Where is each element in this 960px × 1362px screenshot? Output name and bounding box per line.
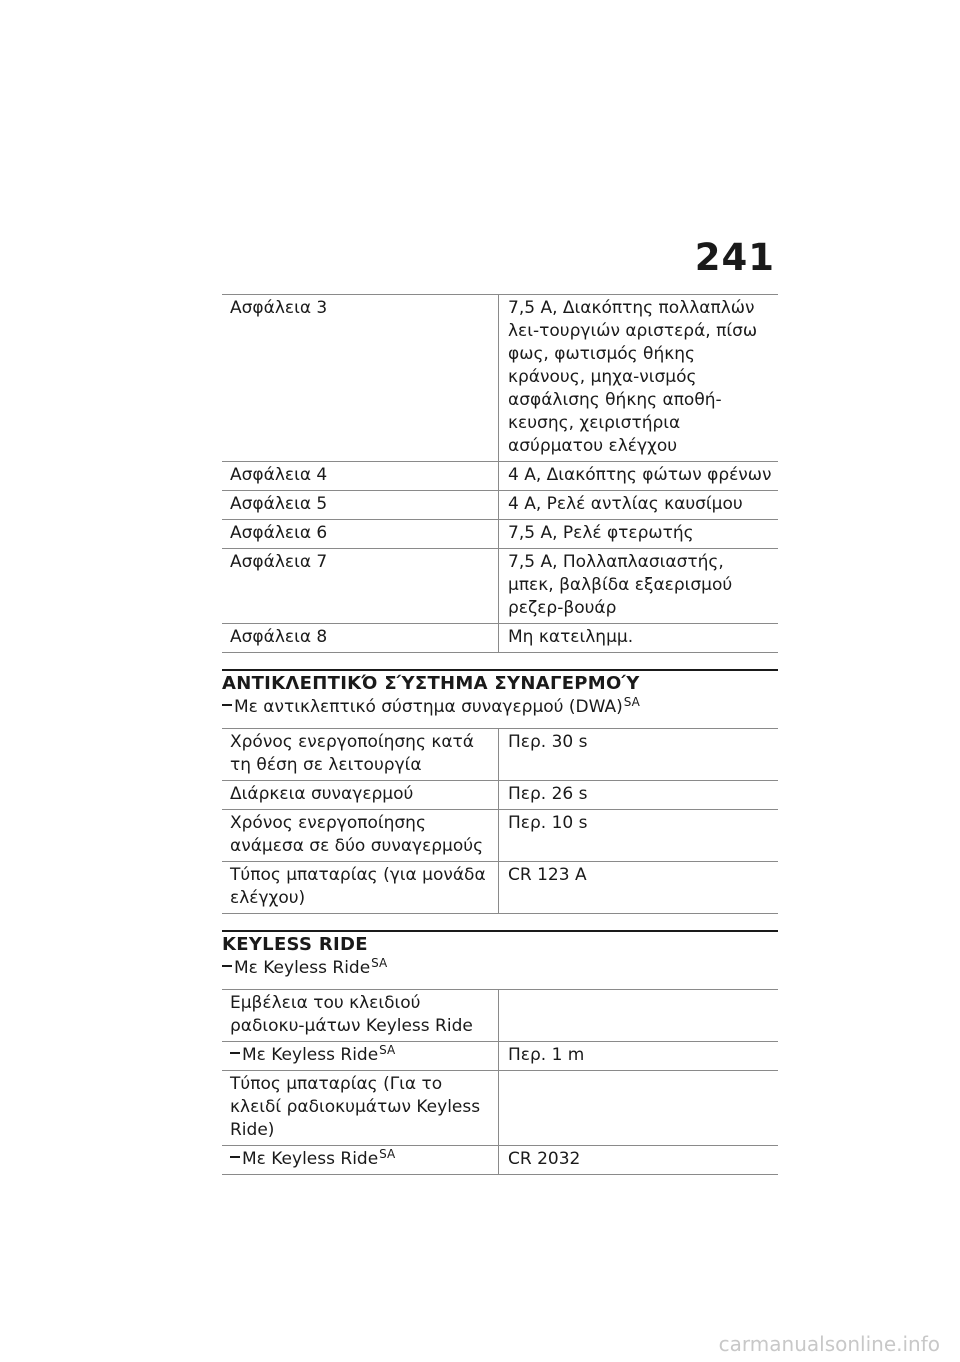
fuses-table [222,294,778,653]
table-row [222,990,778,1042]
spec-label: Εμβέλεια του κλειδιού ραδιοκυ-μάτων Keyless Ride [222,990,499,1042]
spec-value: CR 123 A [499,862,779,914]
fuse-value: 7,5 A, Διακόπτης πολλαπλών λει-τουργιών αριστερά, πίσω φως, φωτισμός θήκης κράνους, μηχα-νισμός ασφάλισης θήκης αποθή-κευσης, χειριστήρια ασύρματου ελέγχου [499,295,779,462]
table-row [222,1071,778,1146]
table-row [222,729,778,781]
fuse-value: 4 A, Ρελέ αντλίας καυσίμου [499,491,779,520]
sa-marker: SA [371,956,388,970]
fuse-label: Ασφάλεια 4 [222,462,499,491]
keyless-table [222,989,778,1175]
watermark-footer: carmanualsonline.info [718,1332,940,1356]
table-row [222,520,778,549]
fuse-value: 7,5 A, Πολλαπλασιαστής, μπεκ, βαλβίδα εξαερισμού ρεζερ-βουάρ [499,549,779,624]
spec-value [499,1071,779,1146]
keyless-section [222,930,778,1175]
spec-value: Περ. 26 s [499,781,779,810]
section-subtitle: Με αντικλεπτικό σύστημα συναγερμού (DWA)$^{SA}$ [222,696,778,719]
fuse-label: Ασφάλεια 5 [222,491,499,520]
spec-label: Με Keyless Ride$^{SA}$ [222,1042,499,1071]
fuse-value: 4 A, Διακόπτης φώτων φρένων [499,462,779,491]
dash-icon [222,965,232,967]
spec-label: Τύπος μπαταρίας (για μονάδα ελέγχου) [222,862,499,914]
sa-marker: SA [379,1147,396,1161]
fuse-label: Ασφάλεια 3 [222,295,499,462]
spec-label: Τύπος μπαταρίας (Για το κλειδί ραδιοκυμάτων Keyless Ride) [222,1071,499,1146]
spec-value: Περ. 1 m [499,1042,779,1071]
fuse-label: Ασφάλεια 8 [222,624,499,653]
sa-marker: SA [623,695,640,709]
page-content [222,294,778,1175]
section-subtitle: Με Keyless Ride$^{SA}$ [222,957,778,980]
dash-icon [222,704,232,706]
table-row [222,1042,778,1071]
spec-value: Περ. 10 s [499,810,779,862]
alarm-section [222,669,778,914]
sa-marker: SA [379,1043,396,1057]
fuse-value: Μη κατειλημμ. [499,624,779,653]
spec-label: Χρόνος ενεργοποίησης ανάμεσα σε δύο συναγερμούς [222,810,499,862]
table-row [222,1146,778,1175]
table-row [222,862,778,914]
dash-icon [230,1156,240,1158]
table-row [222,549,778,624]
spec-label: Διάρκεια συναγερμού [222,781,499,810]
table-row [222,624,778,653]
table-row [222,491,778,520]
table-row [222,810,778,862]
alarm-table [222,728,778,914]
dash-icon [230,1052,240,1054]
page-number: 241 [694,236,775,279]
spec-value: Περ. 30 s [499,729,779,781]
table-row [222,462,778,491]
spec-value: CR 2032 [499,1146,779,1175]
table-row [222,781,778,810]
section-title: KEYLESS RIDE [222,934,368,955]
fuse-label: Ασφάλεια 6 [222,520,499,549]
table-row [222,295,778,462]
section-title: ΑΝΤΙΚΛΕΠΤΙΚΌ ΣΎΣΤΗΜΑ ΣΥΝΑΓΕΡΜΟΎ [222,673,640,694]
fuse-value: 7,5 A, Ρελέ φτερωτής [499,520,779,549]
spec-label: Με Keyless Ride$^{SA}$ [222,1146,499,1175]
spec-label: Χρόνος ενεργοποίησης κατά τη θέση σε λειτουργία [222,729,499,781]
spec-value [499,990,779,1042]
fuse-label: Ασφάλεια 7 [222,549,499,624]
